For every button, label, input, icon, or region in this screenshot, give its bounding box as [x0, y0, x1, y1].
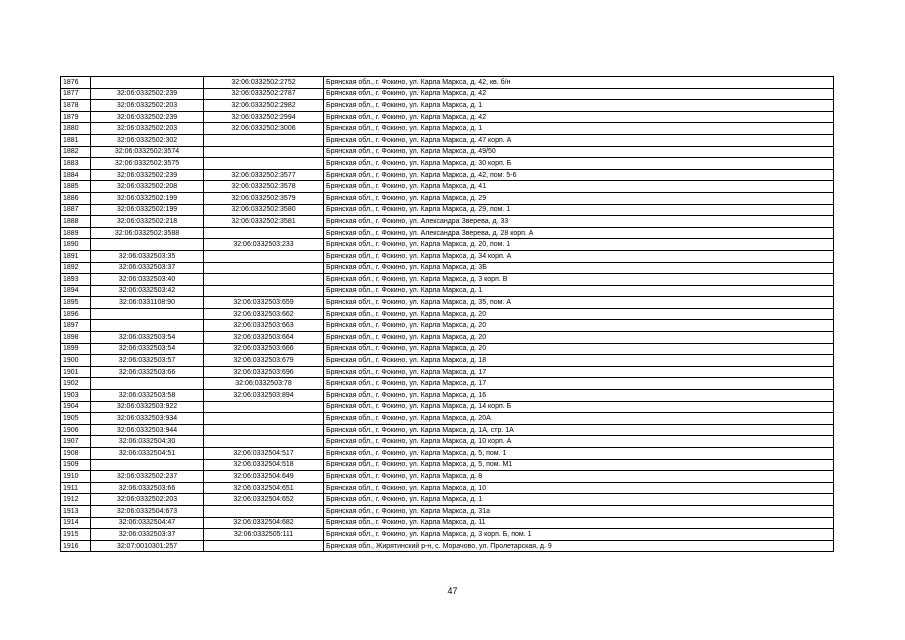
table-row — [61, 158, 834, 170]
row-number-cell: 1891 — [61, 250, 91, 262]
address-cell: Брянская обл., г. Фокино, ул. Карла Маркса, д. 11 — [324, 517, 834, 529]
previous-cadastral-number-cell: 32:06:0332502:218 — [91, 216, 204, 228]
address-cell: Брянская обл., г. Фокино, ул. Карла Маркса, д. 42, кв. б/н — [324, 77, 834, 89]
row-number-cell: 1908 — [61, 448, 91, 460]
table-row — [61, 134, 834, 146]
table-row — [61, 77, 834, 89]
cadastral-number-cell: 32:06:0332502:3581 — [204, 216, 324, 228]
cadastral-number-cell — [204, 250, 324, 262]
address-cell: Брянская обл., г. Фокино, ул. Карла Маркса, д. 20, пом. 1 — [324, 239, 834, 251]
address-cell: Брянская обл., г. Фокино, ул. Карла Маркса, д. 10 корп. А — [324, 436, 834, 448]
previous-cadastral-number-cell: 32:06:0332504:51 — [91, 448, 204, 460]
previous-cadastral-number-cell — [91, 320, 204, 332]
cadastral-number-cell: 32:06:0332504:517 — [204, 448, 324, 460]
row-number-cell: 1884 — [61, 169, 91, 181]
row-number-cell: 1896 — [61, 308, 91, 320]
cadastral-number-cell: 32:06:0332502:3579 — [204, 192, 324, 204]
row-number-cell: 1916 — [61, 540, 91, 552]
address-cell: Брянская обл., г. Фокино, ул. Карла Маркса, д. 20 — [324, 332, 834, 344]
row-number-cell: 1902 — [61, 378, 91, 390]
previous-cadastral-number-cell: 32:06:0332502:239 — [91, 111, 204, 123]
row-number-cell: 1905 — [61, 413, 91, 425]
table-row — [61, 88, 834, 100]
address-cell: Брянская обл., г. Фокино, ул. Карла Маркса, д. 10 — [324, 482, 834, 494]
previous-cadastral-number-cell: 32:06:0332503:58 — [91, 390, 204, 402]
table-row — [61, 448, 834, 460]
cadastral-number-cell — [204, 227, 324, 239]
table-row — [61, 123, 834, 135]
cadastral-number-cell — [204, 413, 324, 425]
row-number-cell: 1877 — [61, 88, 91, 100]
previous-cadastral-number-cell: 32:06:0332502:199 — [91, 204, 204, 216]
cadastral-number-cell: 32:06:0332503:659 — [204, 297, 324, 309]
row-number-cell: 1912 — [61, 494, 91, 506]
previous-cadastral-number-cell: 32:06:0332503:54 — [91, 332, 204, 344]
address-cell: Брянская обл., г. Фокино, ул. Карла Маркса, д. 20А — [324, 413, 834, 425]
previous-cadastral-number-cell: 32:06:0332503:944 — [91, 424, 204, 436]
table-row — [61, 517, 834, 529]
cadastral-number-cell — [204, 285, 324, 297]
cadastral-number-cell: 32:06:0332503:679 — [204, 355, 324, 367]
row-number-cell: 1885 — [61, 181, 91, 193]
cadastral-number-cell — [204, 134, 324, 146]
previous-cadastral-number-cell: 32:06:0332502:199 — [91, 192, 204, 204]
row-number-cell: 1897 — [61, 320, 91, 332]
previous-cadastral-number-cell: 32:06:0332503:54 — [91, 343, 204, 355]
page-number: 47 — [447, 586, 458, 596]
address-cell: Брянская обл., г. Фокино, ул. Карла Маркса, д. 20 — [324, 308, 834, 320]
table-row — [61, 401, 834, 413]
cadastral-number-cell: 32:06:0332503:666 — [204, 343, 324, 355]
row-number-cell: 1882 — [61, 146, 91, 158]
table-row — [61, 227, 834, 239]
table-row — [61, 540, 834, 552]
cadastral-number-cell: 32:06:0332504:649 — [204, 471, 324, 483]
table-row — [61, 355, 834, 367]
cadastral-number-cell: 32:06:0332503:894 — [204, 390, 324, 402]
address-cell: Брянская обл., Жирятинский р-н, с. Морачово, ул. Пролетарская, д. 9 — [324, 540, 834, 552]
table-row — [61, 250, 834, 262]
cadastral-number-cell: 32:06:0332502:3006 — [204, 123, 324, 135]
row-number-cell: 1907 — [61, 436, 91, 448]
table-row — [61, 424, 834, 436]
row-number-cell: 1904 — [61, 401, 91, 413]
previous-cadastral-number-cell: 32:06:0332502:208 — [91, 181, 204, 193]
table-row — [61, 216, 834, 228]
cadastral-number-cell: 32:06:0332502:3578 — [204, 181, 324, 193]
address-cell: Брянская обл., г. Фокино, ул. Карла Маркса, д. 41 — [324, 181, 834, 193]
table-row — [61, 413, 834, 425]
row-number-cell: 1895 — [61, 297, 91, 309]
address-cell: Брянская обл., г. Фокино, ул. Карла Маркса, д. 17 — [324, 366, 834, 378]
table-row — [61, 111, 834, 123]
table-row — [61, 482, 834, 494]
cadastral-number-cell: 32:06:0332503:664 — [204, 332, 324, 344]
address-cell: Брянская обл., г. Фокино, ул. Карла Маркса, д. 16 — [324, 390, 834, 402]
cadastral-number-cell: 32:06:0332502:2982 — [204, 100, 324, 112]
previous-cadastral-number-cell: 32:06:0332502:3588 — [91, 227, 204, 239]
table-row — [61, 529, 834, 541]
previous-cadastral-number-cell — [91, 459, 204, 471]
address-cell: Брянская обл., г. Фокино, ул. Карла Маркса, д. 34 корп. А — [324, 250, 834, 262]
previous-cadastral-number-cell: 32:06:0332502:239 — [91, 169, 204, 181]
table-row — [61, 390, 834, 402]
address-cell: Брянская обл., г. Фокино, ул. Карла Маркса, д. 1 — [324, 123, 834, 135]
previous-cadastral-number-cell: 32:06:0332503:66 — [91, 482, 204, 494]
address-cell: Брянская обл., г. Фокино, ул. Карла Маркса, д. 5, пом. 1 — [324, 448, 834, 460]
address-cell: Брянская обл., г. Фокино, ул. Карла Маркса, д. 30 корп. Б — [324, 158, 834, 170]
row-number-cell: 1881 — [61, 134, 91, 146]
cadastral-number-cell: 32:06:0332502:2752 — [204, 77, 324, 89]
table-row — [61, 320, 834, 332]
cadastral-number-cell — [204, 146, 324, 158]
cadastral-number-cell — [204, 424, 324, 436]
address-cell: Брянская обл., г. Фокино, ул. Карла Маркса, д. 3 корп. Б, пом. 1 — [324, 529, 834, 541]
table-row — [61, 343, 834, 355]
address-cell: Брянская обл., г. Фокино, ул. Карла Маркса, д. 3Б — [324, 262, 834, 274]
row-number-cell: 1900 — [61, 355, 91, 367]
previous-cadastral-number-cell: 32:06:0332504:47 — [91, 517, 204, 529]
address-cell: Брянская обл., г. Фокино, ул. Карла Маркса, д. 42 — [324, 111, 834, 123]
address-cell: Брянская обл., г. Фокино, ул. Карла Маркса, д. 5, пом. М1 — [324, 459, 834, 471]
cadastral-number-cell: 32:06:0332503:662 — [204, 308, 324, 320]
table-row — [61, 332, 834, 344]
previous-cadastral-number-cell: 32:06:0332502:3574 — [91, 146, 204, 158]
previous-cadastral-number-cell — [91, 77, 204, 89]
previous-cadastral-number-cell: 32:06:0332504:673 — [91, 505, 204, 517]
previous-cadastral-number-cell: 32:06:0332503:37 — [91, 262, 204, 274]
row-number-cell: 1876 — [61, 77, 91, 89]
cadastral-number-cell — [204, 262, 324, 274]
previous-cadastral-number-cell: 32:06:0332503:66 — [91, 366, 204, 378]
previous-cadastral-number-cell: 32:06:0332502:203 — [91, 123, 204, 135]
cadastral-number-cell: 32:06:0332503:78 — [204, 378, 324, 390]
address-cell: Брянская обл., г. Фокино, ул. Карла Маркса, д. 42, пом. 5-6 — [324, 169, 834, 181]
cadastral-number-cell — [204, 274, 324, 286]
address-cell: Брянская обл., г. Фокино, ул. Карла Маркса, д. 1 — [324, 494, 834, 506]
address-cell: Брянская обл., г. Фокино, ул. Александра Зверева, д. 28 корп. А — [324, 227, 834, 239]
previous-cadastral-number-cell — [91, 378, 204, 390]
address-cell: Брянская обл., г. Фокино, ул. Карла Маркса, д. 1А, стр. 1А — [324, 424, 834, 436]
row-number-cell: 1899 — [61, 343, 91, 355]
cadastral-number-cell: 32:06:0332503:696 — [204, 366, 324, 378]
table-row — [61, 308, 834, 320]
row-number-cell: 1889 — [61, 227, 91, 239]
cadastral-number-cell — [204, 401, 324, 413]
cadastral-number-cell: 32:06:0332504:682 — [204, 517, 324, 529]
cadastral-number-cell — [204, 540, 324, 552]
cadastral-number-cell — [204, 505, 324, 517]
row-number-cell: 1914 — [61, 517, 91, 529]
row-number-cell: 1886 — [61, 192, 91, 204]
previous-cadastral-number-cell: 32:06:0332502:239 — [91, 88, 204, 100]
table-row — [61, 436, 834, 448]
row-number-cell: 1880 — [61, 123, 91, 135]
address-cell: Брянская обл., г. Фокино, ул. Карла Маркса, д. 29 — [324, 192, 834, 204]
table-row — [61, 297, 834, 309]
previous-cadastral-number-cell: 32:06:0332503:35 — [91, 250, 204, 262]
row-number-cell: 1892 — [61, 262, 91, 274]
cadastral-number-cell — [204, 158, 324, 170]
previous-cadastral-number-cell: 32:06:0332503:40 — [91, 274, 204, 286]
row-number-cell: 1890 — [61, 239, 91, 251]
row-number-cell: 1879 — [61, 111, 91, 123]
address-cell: Брянская обл., г. Фокино, ул. Карла Маркса, д. 20 — [324, 320, 834, 332]
cadastral-number-cell — [204, 436, 324, 448]
cadastral-number-cell: 32:06:0332504:652 — [204, 494, 324, 506]
row-number-cell: 1883 — [61, 158, 91, 170]
cadastral-table — [60, 76, 834, 552]
address-cell: Брянская обл., г. Фокино, ул. Карла Маркса, д. 18 — [324, 355, 834, 367]
cadastral-number-cell: 32:06:0332505:111 — [204, 529, 324, 541]
table-row — [61, 494, 834, 506]
address-cell: Брянская обл., г. Фокино, ул. Карла Маркса, д. 29, пом. 1 — [324, 204, 834, 216]
row-number-cell: 1911 — [61, 482, 91, 494]
cadastral-number-cell: 32:06:0332503:233 — [204, 239, 324, 251]
previous-cadastral-number-cell: 32:06:0332503:42 — [91, 285, 204, 297]
address-cell: Брянская обл., г. Фокино, ул. Карла Маркса, д. 31а — [324, 505, 834, 517]
previous-cadastral-number-cell: 32:06:0332502:237 — [91, 471, 204, 483]
cadastral-number-cell: 32:06:0332504:518 — [204, 459, 324, 471]
cadastral-number-cell: 32:06:0332504:651 — [204, 482, 324, 494]
previous-cadastral-number-cell: 32:06:0332503:57 — [91, 355, 204, 367]
table-row — [61, 459, 834, 471]
row-number-cell: 1901 — [61, 366, 91, 378]
address-cell: Брянская обл., г. Фокино, ул. Карла Маркса, д. 35, пом. А — [324, 297, 834, 309]
table-row — [61, 274, 834, 286]
row-number-cell: 1887 — [61, 204, 91, 216]
table-row — [61, 181, 834, 193]
address-cell: Брянская обл., г. Фокино, ул. Карла Маркса, д. 8 — [324, 471, 834, 483]
address-cell: Брянская обл., г. Фокино, ул. Карла Маркса, д. 49/50 — [324, 146, 834, 158]
cadastral-table-body — [61, 77, 834, 552]
table-row — [61, 262, 834, 274]
address-cell: Брянская обл., г. Фокино, ул. Карла Маркса, д. 42 — [324, 88, 834, 100]
address-cell: Брянская обл., г. Фокино, ул. Карла Маркса, д. 17 — [324, 378, 834, 390]
address-cell: Брянская обл., г. Фокино, ул. Карла Маркса, д. 20 — [324, 343, 834, 355]
table-row — [61, 285, 834, 297]
previous-cadastral-number-cell — [91, 239, 204, 251]
previous-cadastral-number-cell: 32:06:0332503:922 — [91, 401, 204, 413]
cadastral-number-cell: 32:06:0332502:2787 — [204, 88, 324, 100]
previous-cadastral-number-cell: 32:06:0331108:90 — [91, 297, 204, 309]
address-cell: Брянская обл., г. Фокино, ул. Карла Маркса, д. 1 — [324, 100, 834, 112]
cadastral-number-cell: 32:06:0332503:663 — [204, 320, 324, 332]
address-cell: Брянская обл., г. Фокино, ул. Карла Маркса, д. 3 корп. В — [324, 274, 834, 286]
table-row — [61, 505, 834, 517]
table-row — [61, 146, 834, 158]
row-number-cell: 1915 — [61, 529, 91, 541]
previous-cadastral-number-cell — [91, 308, 204, 320]
previous-cadastral-number-cell: 32:07:0010301:257 — [91, 540, 204, 552]
previous-cadastral-number-cell: 32:06:0332502:203 — [91, 494, 204, 506]
row-number-cell: 1898 — [61, 332, 91, 344]
previous-cadastral-number-cell: 32:06:0332504:30 — [91, 436, 204, 448]
row-number-cell: 1909 — [61, 459, 91, 471]
previous-cadastral-number-cell: 32:06:0332503:934 — [91, 413, 204, 425]
address-cell: Брянская обл., г. Фокино, ул. Александра Зверева, д. 33 — [324, 216, 834, 228]
table-row — [61, 169, 834, 181]
table-row — [61, 471, 834, 483]
table-row — [61, 366, 834, 378]
row-number-cell: 1894 — [61, 285, 91, 297]
table-row — [61, 100, 834, 112]
row-number-cell: 1888 — [61, 216, 91, 228]
previous-cadastral-number-cell: 32:06:0332502:3575 — [91, 158, 204, 170]
row-number-cell: 1906 — [61, 424, 91, 436]
table-row — [61, 239, 834, 251]
table-row — [61, 204, 834, 216]
cadastral-number-cell: 32:06:0332502:2994 — [204, 111, 324, 123]
row-number-cell: 1903 — [61, 390, 91, 402]
table-row — [61, 378, 834, 390]
row-number-cell: 1910 — [61, 471, 91, 483]
address-cell: Брянская обл., г. Фокино, ул. Карла Маркса, д. 1 — [324, 285, 834, 297]
row-number-cell: 1893 — [61, 274, 91, 286]
table-row — [61, 192, 834, 204]
address-cell: Брянская обл., г. Фокино, ул. Карла Маркса, д. 14 корп. Б — [324, 401, 834, 413]
address-cell: Брянская обл., г. Фокино, ул. Карла Маркса, д. 47 корп. А — [324, 134, 834, 146]
row-number-cell: 1878 — [61, 100, 91, 112]
previous-cadastral-number-cell: 32:06:0332502:203 — [91, 100, 204, 112]
cadastral-number-cell: 32:06:0332502:3580 — [204, 204, 324, 216]
previous-cadastral-number-cell: 32:06:0332502:302 — [91, 134, 204, 146]
cadastral-number-cell: 32:06:0332502:3577 — [204, 169, 324, 181]
row-number-cell: 1913 — [61, 505, 91, 517]
previous-cadastral-number-cell: 32:06:0332503:37 — [91, 529, 204, 541]
